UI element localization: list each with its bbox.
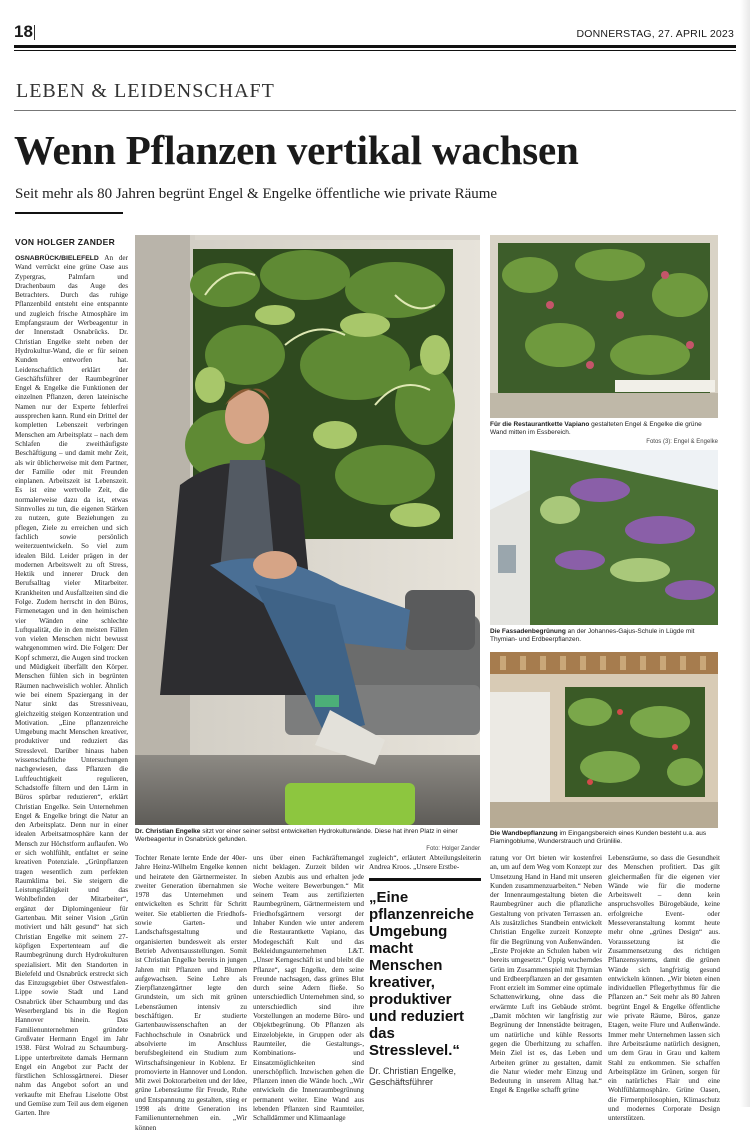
article-column-2: Tochter Renate lernte Ende der 40er-Jahre Heinz-Wilhelm Engelke kennen und heiratete den Gärtnermeister. In zweiter Generation übernahmen sie 1978 das Unternehmen und entwickelten es Schritt für Schritt weiter. Sie etablierten die Friedhofs- sowie Garten- und Landschaftsgestaltung und organisierten bundesweit als erster Betrieb Adventsausstellungen. Somit ist Christian Engelke bereits in jungen Jahren mit Pflanzen und Blumen aufgewachsen. Seine Lehre als Zierpflanzengärtner legte den Grundstein, um sich mit grünen Lebensräumen intensiv zu beschäftigen. Er studierte Gartenbauwissenschaften an der Fachhochschule in Osnabrück und absolvierte im Anschluss berufsbegleitend ein Studium zum Wirtschaftsingenieur in Koblenz. Er promovierte in Hannover und London. Mit zwei Doktorarbeiten und der Idee, grüne Lebensräume für Freude, Ruhe und Entspannung zu gestalten, stieg er 1998 als dritte Generation ins Familienunternehmen ein. „Wir können xyxy=(135,854,247,1132)
quote-text: „Eine pflanzenreiche Umgebung macht Menschen kreativer, produktiver und reduziert das Stresslevel.“ xyxy=(369,889,475,1059)
main-photo-caption xyxy=(135,828,480,853)
header-divider xyxy=(34,25,35,40)
facade-caption xyxy=(490,628,718,645)
facade-photo xyxy=(490,450,718,625)
article-column-5: ratung vor Ort bieten wir kostenfrei an, um auf dem Weg vom Konzept zur Umsetzung Hand in Hand mit unseren Kunden zusammenzuarbeiten.“ Neben der Innenraumgestaltung bieten die Raumbegrüner auch die pflanzliche Gestaltung von privaten Terrassen an. Als zusätzliches Standbein entwickelt Christian Engelke zurzeit Konzepte für die Begrünung von Außenwänden. „Erste Projekte an Schulen haben wir bereits umgesetzt.“ Üppig wucherndes Grün im Zusammenspiel mit Thymian und Erdbeerpflanzen an der gesamten Front erzielt im Sommer eine optimale Schattenwirkung, ohne dass die erwärmte Luft ins Gebäude strömt. „Damit möchten wir langfristig zur Begrünung der Innenstädte beitragen, um natürliche und kühle Ressorts gegen die Überhitzung zu schaffen. Mein Ziel ist es, das Leben und Arbeiten grüner zu gestalten, damit die Natur wieder mehr Einzug und Bedeutung in unserem Alltag hat.“ Engel & Engelke schafft grüne xyxy=(490,854,602,1095)
dateline: OSNABRÜCK/BIELEFELD xyxy=(15,255,99,262)
section-title: LEBEN & LEIDENSCHAFT xyxy=(16,80,275,102)
vapiano-caption-text: gestalteten Engel & Engelke die grüne Wand mitten im Essbereich. xyxy=(490,421,702,437)
vapiano-photo-credit: Fotos (3): Engel & Engelke xyxy=(646,438,718,445)
article-column-3: uns über einen Fachkräftemangel nicht beklagen. Zurzeit bilden wir sieben Azubis aus und erhalten jede Woche weitere Bewerbungen.“ Mit seinem Team aus zertifizierten Raumbegrünern, Gärtnermeistern und Friedhofsgärtnern versorgt der Inhaber Kunden wie unter anderem die Restaurantkette Vapiano, das Modegeschäft Kult und das Bekleidungsunternehmen L&T. „Unser Kerngeschäft ist und bleibt die Pflanze“, sagt Engelke, dem seine Freunde nachsagen, dass grünes Blut durch seine Adern fließe. So unterschiedlich Unternehmen sind, so unterschiedlich sind ihre Vorstellungen an moderne Büro- und Objektbegrünung. Ob Pflanzen als Einzelobjekte, in Gruppen oder als Raumteiler, die Gestaltungs-, Kombinations- und Einsatzmöglichkeiten sind unerschöpflich. Inzwischen gehen die Pflanzen innen die Wände hoch. „Wir entwickeln die Innenraumbegrünung permanent weiter. Eine Wand aus lebenden Pflanzen sind Raumteiler, Schalldämmer und Klimaanlage xyxy=(253,854,364,1123)
hall-caption xyxy=(490,830,718,847)
vapiano-photo xyxy=(490,235,718,418)
main-caption-lead: Dr. Christian Engelke xyxy=(135,828,201,835)
article-text-1: An der Wand verrückt eine grüne Oase aus Zypergras, Palmfarn und Drachenbaum das Auge des Betrachters. Durch das ruhige Pflanzenbild entsteht eine entspannte und zugleich frische Atmosphäre im Empfangsraum der Werbeagentur in der Innenstadt Osnabrücks. Dr. Christian Engelke steht neben der Hydrokultur-Wand, die er für seinen Kunden entworfen hat. Leidenschaftlich erklärt der Geschäftsführer der Raumbegrüner Engel & Engelke die Funktionen der einzelnen Pflanzen, deren lateinische Namen nur der Experte fehlerfrei aussprechen kann. Rund ein Drittel der kompletten Lebenszeit verbringen Menschen am Arbeitsplatz – nach dem Schlafen die zweithäufigste Beschäftigung – und damit mehr Zeit, als wir üblicherweise mit dem Partner, der Familie oder mit Freunden einplanen. Arbeitszeit ist Lebenszeit. Es ist eine wertvolle Zeit, die normalerweise dazu da ist, etwas Sinnvolles zu tun, die eigenen Stärken zu nutzen, gute Beziehungen zu pflegen, Ziele zu erreichen und sich fachlich sowie persönlich weiterzuentwickeln. So viel zum idealen Bild. Leider prägen in der modernen Arbeitswelt zu oft Stress, Hektik und innerer Druck den Berufsalltag vieler Mitarbeiter. Krankheiten und Ausfallzeiten sind die Folge. Zudem herrscht in den Büros, Firmenetagen und in den heimischen vier Wänden eine schlechte Luftqualität, die in den meisten Fällen von vielen Menschen nicht bewusst wahrgenommen wird. Die Folgen: Der Kopf schmerzt, die Augen sind trocken und Müdigkeit überfällt den Körper. Menschen fühlen sich in begrünten Räumen nachweislich wohler. Ähnlich wie bei einem Spaziergang in der Natur sinkt das Stressniveau, gleichzeitig steigen Konzentration und Motivation. „Eine pflanzenreiche Umgebung macht Menschen kreativer, produktiver und reduziert das Stresslevel. Darüber hinaus haben wissenschaftliche Untersuchungen nachgewiesen, dass Pflanzen die Luftfeuchtigkeit regulieren, Schadstoffe filtern und den Lärm in Büros spürbar reduzieren“, erklärt Christian Engelke. Sein Unternehmen Engel & Engelke bringt die Natur an den Arbeitsplatz. Denn nur in einer idealen Arbeitsatmosphäre kann der Mensch zur Höchstform auflaufen. Wo er sich wohlfühlt, entfaltet er seine kreativen Potenziale. „Grünpflanzen tragen wesentlich zum perfekten Raumklima bei. Sie steigern die Leistungsfähigkeit und das Wohlbefinden der Mitarbeiter“, ergänzt der Diplomingenieur für Gartenbau. Mit seiner Vision „Grün motiviert und hält gesund“ hat sich Christian Engelke mit seinem 27-köpfigen Expertenteam auf die Raumbegrünung durch Hydrokulturen spezialisiert. Mit den Standorten in Bielefeld und Osnabrück erstreckt sich das Einzugsgebiet über Ostwestfalen-Lippe sowie Stadt und Land Osnabrück über Schaumburg und das Weserbergland bis in die Region Hannover hinein. Das Familienunternehmen gründete Großvater Hermann Engel im Jahr 1938. Fürst Wolrad zu Schaumburg-Lippe unterbreitete damals Hermann Engel ein Angebot zur Pacht der fürstlichen Schlossgärtnerei. Dieser nahm das Angebot sofort an und verkaufte mit Ehefrau Liselotte Obst und Gemüse zum Teil aus dem eigenen Garten. Ihre xyxy=(15,254,129,1118)
article-column-4-top: zugleich“, erläutert Abteilungsleiterin Andrea Kroos. „Unsere Erstbe- xyxy=(369,854,481,872)
hall-caption-text: im Eingangsbereich eines Kunden besteht u.a. aus Flamingoblume, Wunderstrauch und Grünlilie. xyxy=(490,830,707,846)
quote-rule xyxy=(369,878,481,881)
portrait-with-green-wall-image xyxy=(135,235,480,825)
headline: Wenn Pflanzen vertikal wachsen xyxy=(14,127,579,173)
hall-caption-lead: Die Wandbepflanzung xyxy=(490,830,558,837)
article-column-1 xyxy=(15,254,129,1118)
main-photo xyxy=(135,235,480,825)
hall-photo xyxy=(490,652,718,828)
header-rule-thin xyxy=(14,50,736,51)
subheadline: Seit mehr als 80 Jahren begrünt Engel & Engelke öffentliche wie private Räume xyxy=(15,186,498,202)
facade-caption-text: an der Johannes-Gajus-Schule in Lügde mit Thymian- und Erdbeerpflanzen. xyxy=(490,628,695,644)
vapiano-caption xyxy=(490,421,718,446)
entrance-green-wall-image xyxy=(490,652,718,828)
main-photo-credit: Foto: Holger Zander xyxy=(426,845,480,852)
page-edge-shadow xyxy=(740,0,750,1107)
quote-role: Geschäftsführer xyxy=(369,1077,434,1087)
quote-author: Dr. Christian Engelke, xyxy=(369,1066,457,1076)
section-rule xyxy=(14,110,736,111)
header-rule xyxy=(14,45,736,48)
school-facade-image xyxy=(490,450,718,625)
vapiano-caption-lead: Für die Restaurantkette Vapiano xyxy=(490,421,590,428)
article-column-6: Lebensräume, so dass die Gesundheit des Menschen profitiert. Das gilt gleichermaßen für die eigenen vier Wände wie für die moderne Arbeitswelt – denn kein anspruchsvolles Bürogebäude, keine erfolgreiche Event- oder Messeveranstaltung kommt heute mehr ohne „grünes Design“ aus. Voraussetzung ist die Zusammensetzung des richtigen Pflanzensystems, damit die grünen Wände sich langfristig gesund entwickeln können. „Wir bieten einen individuellen Pflegerhythmus für die Pflanzen an.“ Seit mehr als 80 Jahren begrünt Engel & Engelke öffentliche wie private Räume, Büros, ganze Etagen, weite Flure und Außenwände. Immer mehr Unternehmen lassen sich ihre Arbeitsräume natürlich designen, um dem Grau in Grau und kaltem Stahl zu entkommen. Sie schaffen Arbeitsplätze im Grünen, sorgen für ein natürliches Flair und eine Wohlfühlatmosphäre. Grüne Oasen, die Firmenphilosophien, Klimaschutz und modernes Corporate Design unterstützen. xyxy=(608,854,720,1123)
restaurant-green-wall-image xyxy=(490,235,718,418)
subhead-rule xyxy=(15,212,123,214)
issue-date: DONNERSTAG, 27. APRIL 2023 xyxy=(576,28,734,40)
pull-quote xyxy=(369,878,481,1088)
main-caption-text: sitzt vor einer seiner selbst entwickelten Hydrokulturwände. Diese hat ihren Platz in einer Werbeagentur in Osnabrück gefunden. xyxy=(135,828,458,844)
byline: VON HOLGER ZANDER xyxy=(15,237,116,247)
page-number: 18 xyxy=(14,22,33,41)
quote-source xyxy=(369,1066,481,1088)
facade-caption-lead: Die Fassadenbegrünung xyxy=(490,628,566,635)
